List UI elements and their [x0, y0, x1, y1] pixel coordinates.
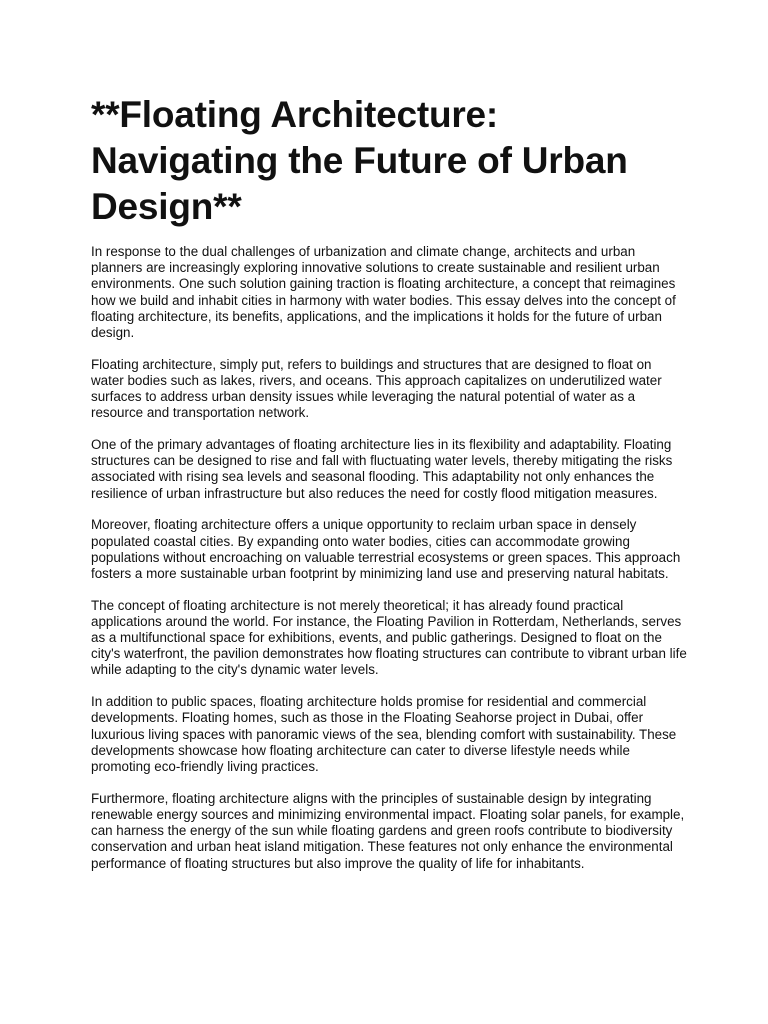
- paragraph-5: The concept of floating architecture is not merely theoretical; it has already found practical applications around the world. For instance, the Floating Pavilion in Rotterdam, Netherlands, serves as a multifunctional space for exhibitions, events, and public gatherings. Designed to float on the city's waterfront, the pavilion demonstrates how floating structures can contribute to vibrant urban life while adapting to the city's dynamic water levels.: [91, 597, 687, 678]
- paragraph-7: Furthermore, floating architecture aligns with the principles of sustainable design by integrating renewable energy sources and minimizing environmental impact. Floating solar panels, for example, can harness the energy of the sun while floating gardens and green roofs contribute to biodiversity conservation and urban heat island mitigation. These features not only enhance the environmental performance of floating structures but also improve the quality of life for inhabitants.: [91, 790, 685, 871]
- document-body: [91, 92, 687, 887]
- page-title: **Floating Architecture: Navigating the Future of Urban Design**: [91, 94, 628, 227]
- paragraph-6: In addition to public spaces, floating architecture holds promise for residential and commercial developments. Floating homes, such as those in the Floating Seahorse project in Dubai, offer luxurious living spaces with panoramic views of the sea, blending comfort with sustainability. These developments showcase how floating architecture can cater to diverse lifestyle needs while promoting eco-friendly living practices.: [91, 694, 677, 774]
- paragraph-3: One of the primary advantages of floating architecture lies in its flexibility and adaptability. Floating structures can be designed to rise and fall with fluctuating water levels, thereby mitigating the risks associated with rising sea levels and seasonal flooding. This adaptability not only enhances the resilience of urban infrastructure but also reduces the need for costly flood mitigation measures.: [91, 437, 673, 501]
- paragraph-4: Moreover, floating architecture offers a unique opportunity to reclaim urban space in densely populated coastal cities. By expanding onto water bodies, cities can accommodate growing populations without encroaching on valuable terrestrial ecosystems or green spaces. This approach fosters a more sustainable urban footprint by minimizing land use and preserving natural habitats.: [91, 517, 681, 581]
- paragraph-1: In response to the dual challenges of urbanization and climate change, architects and urban planners are increasingly exploring innovative solutions to create sustainable and resilient urban environments. One such solution gaining traction is floating architecture, a concept that reimagines how we build and inhabit cities in harmony with water bodies. This essay delves into the concept of floating architecture, its benefits, applications, and the implications it holds for the future of urban design.: [91, 244, 676, 341]
- paragraph-2: Floating architecture, simply put, refers to buildings and structures that are designed to float on water bodies such as lakes, rivers, and oceans. This approach capitalizes on underutilized water surfaces to address urban density issues while leveraging the natural potential of water as a resource and transportation network.: [91, 356, 662, 421]
